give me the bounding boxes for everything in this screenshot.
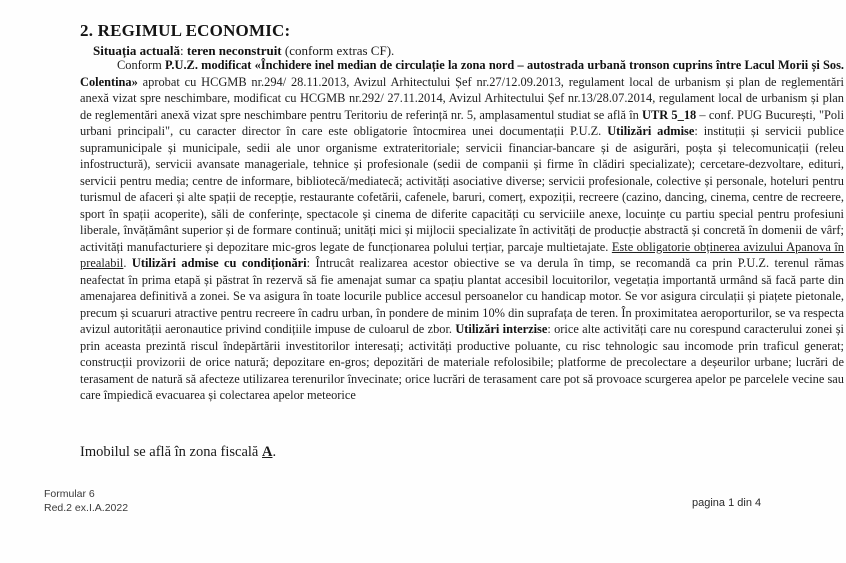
apanova-requirement: Este obligatorie obținerea avizului Apanova în prealabil bbox=[80, 239, 844, 270]
separator: : bbox=[180, 43, 187, 58]
fiscal-zone-value: A bbox=[262, 444, 273, 460]
fiscal-zone-end: . bbox=[272, 444, 277, 460]
admitted-uses-text: : instituții și servicii publice supramunicipale și municipale, sedii ale unor organisme extrateritoriale; servicii financiar-bancare și de asigurări, poșta și telecomunicații (releu infostructură), servicii avansate manageriale, tehnice și profesionale (sedii de companii și firme în clădiri specializate); cercetare-dezvoltare, edituri, servicii pentru media; centre de informare, bibliotecă/mediatecă; activități asociative diverse; servicii profesionale, colective și personale, hoteluri pentru turismul de afaceri și alte spații de recepție, restaurante cofetării, cafenele, baruri, comerț, expoziții, recreere (cazino, dancing, cinema, centre de recreere, sport în spații acoperite), săli de conferințe, spectacole și cinema de diferite capacități cu serviciile anexe, locuințe cu partiu special pentru profesiuni liberale, învățământ superior și de formare continuă; unități mici și mijlocii specializate în activități de producție abstractă și concretă în domenii de vârf; activități manufacturiere și depozitare mic-gros legate de funcționarea polului terțiar, parcaje multietajate. bbox=[80, 124, 844, 254]
text-segment: . bbox=[123, 256, 132, 270]
current-situation-value: teren neconstruit bbox=[186, 43, 282, 58]
utr-code: UTR 5_18 bbox=[642, 107, 697, 122]
puz-title: P.U.Z. modificat «Închidere inel median de circulație la zona nord – autostrada urbană tronson cuprins între Lacul Morii și Sos. Colentina» bbox=[80, 58, 845, 89]
current-situation-label: Situația actuală bbox=[93, 43, 181, 58]
form-number: Formular 6 bbox=[44, 488, 95, 500]
text-segment: aprobat cu HCGMB nr.294/ 28.11.2013, Avizul Arhitectului Șef nr.27/12.09.2013, regulament local de urbanism și plan de reglementări anexă vizat spre neschimbare, modificat cu HCGMB nr.292/ 27.11.2014, Avizul Arhitectului Șef nr.13/28.07.2014, regulament local de urbanism și plan de reglementări anexă vizat spre neschimbare pentru Teritoriu de referință nr. 5, amplasamentul studiat se află în bbox=[80, 74, 844, 122]
form-revision: Red.2 ex.I.A.2022 bbox=[44, 502, 129, 514]
fiscal-zone-text: Imobilul se află în zona fiscală bbox=[80, 444, 262, 460]
forbidden-uses-text: : orice alte activități care nu corespund caracterului zonei și prin aceasta prezintă riscul îndepărtării investitorilor interesați; activități productive poluante, cu risc tehnologic sau incomode prin traficul generat; construcții provizorii de orice natură; depozitare en-gros; depozitări de materiale refolosibile; platforme de precolectare a deșeurilor urbane; lucrări de terasament de natură să afecteze utilizarea terenurilor învecinate; orice lucrări de terasament care pot să provoace scurgerea apelor pe parcelele vecine sau care împiedică evacuarea și colectarea apelor meteorice bbox=[80, 322, 844, 402]
forbidden-uses-label: Utilizări interzise bbox=[455, 322, 548, 336]
page-number: pagina 1 din 4 bbox=[692, 497, 762, 509]
form-footer bbox=[44, 487, 128, 515]
text-segment: Conform bbox=[117, 58, 165, 72]
regulation-paragraph bbox=[80, 57, 844, 404]
conditional-uses-text: : Întrucât realizarea acestor obiective se va derula în timp, se recomandă ca prin P.U.Z. terenul rămas neafectat în prima etapă și păstrat în rezervă să fie amenajat sumar ca spațiu plantat accesibil locuitorilor, vegetația importantă urmând să facă parte din amenajarea definitivă a zonei. Se va asigura în toate locurile publice accesul persoanelor cu handicap motor. Se vor asigura circulații și piațete pietonale, precum și scuaruri atractive pentru recreere în cadru urban, în pondere de minim 10% din suprafața de teren. În proximitatea aeroporturilor, se va respecta avizul autorității aeronautice privind condițiile impuse de culoarul de zbor. bbox=[80, 256, 844, 336]
text-segment: – conf. PUG București, "Poli urbani principali", cu caracter director în care este obligatorie întocmirea unei documentații P.U.Z. bbox=[80, 107, 845, 138]
admitted-uses-label: Utilizări admise bbox=[607, 124, 695, 138]
section-heading: 2. REGIMUL ECONOMIC: bbox=[80, 21, 291, 40]
conditional-uses-label: Utilizări admise cu condiționări bbox=[131, 256, 307, 270]
current-situation-note: (conform extras CF). bbox=[281, 43, 395, 58]
fiscal-zone-line bbox=[80, 444, 276, 461]
